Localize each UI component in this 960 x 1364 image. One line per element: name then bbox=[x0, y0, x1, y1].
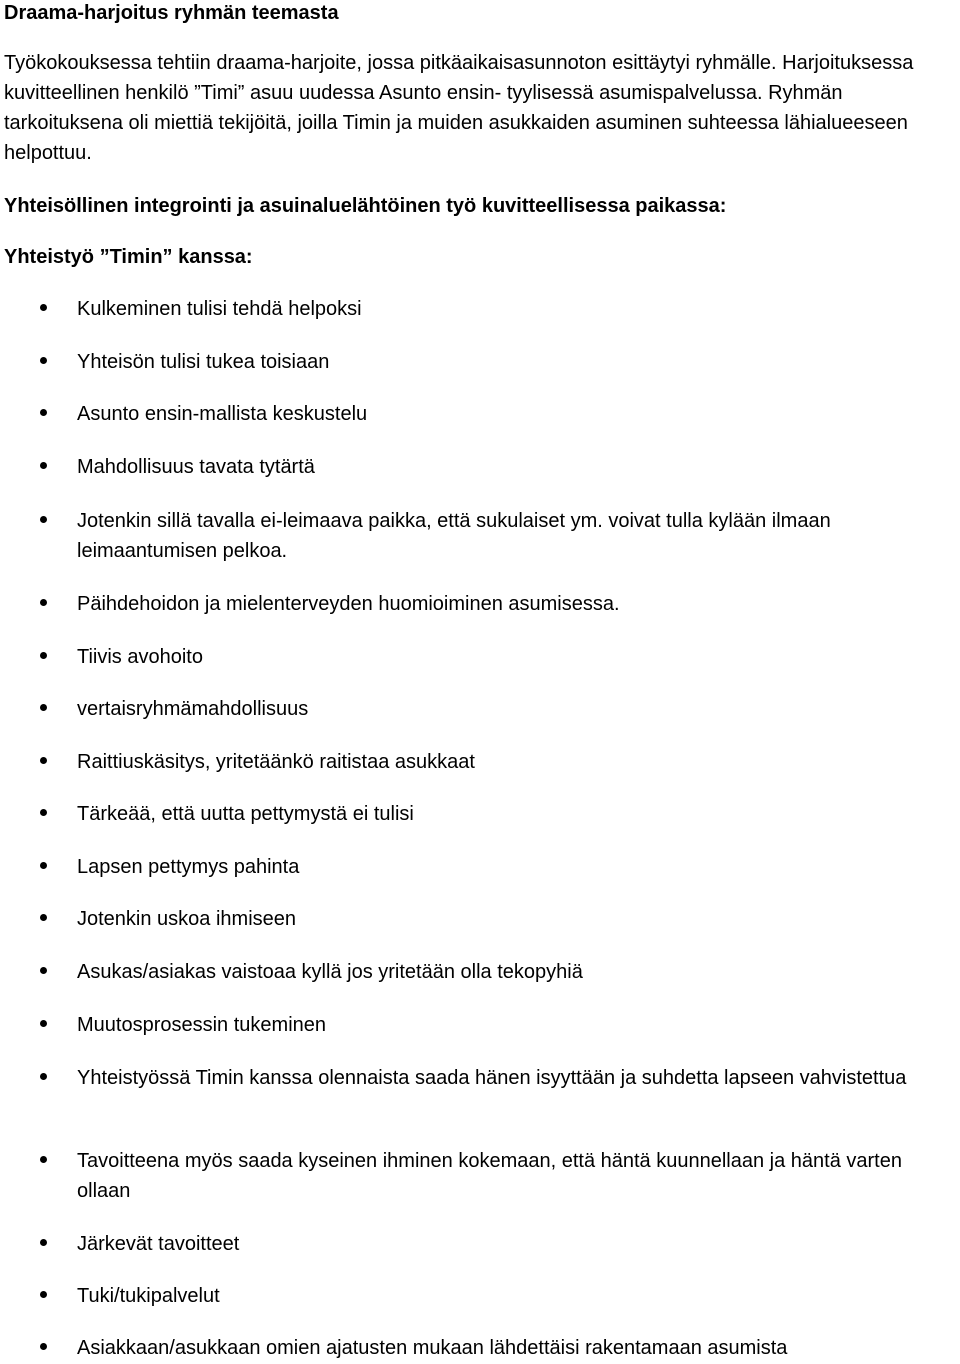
bullet-icon bbox=[40, 516, 47, 523]
bullet-icon bbox=[40, 1343, 47, 1350]
bullet-icon bbox=[40, 1156, 47, 1163]
bullet-icon bbox=[40, 304, 47, 311]
list-item-text: Raittiuskäsitys, yritetäänkö raitistaa asukkaat bbox=[77, 751, 475, 773]
list-item-text: Tuki/tukipalvelut bbox=[77, 1285, 220, 1307]
bullet-icon bbox=[40, 862, 47, 869]
bullet-icon bbox=[40, 462, 47, 469]
bullet-icon bbox=[40, 757, 47, 764]
bullet-icon bbox=[40, 599, 47, 606]
list-item-text: Tärkeää, että uutta pettymystä ei tulisi bbox=[77, 803, 414, 825]
bullet-icon bbox=[40, 409, 47, 416]
subheading: Yhteistyö ”Timin” kanssa: bbox=[4, 246, 253, 268]
list-item-text: Mahdollisuus tavata tytärtä bbox=[77, 456, 315, 478]
bullet-icon bbox=[40, 914, 47, 921]
list-item-text: Päihdehoidon ja mielenterveyden huomioiminen asumisessa. bbox=[77, 593, 620, 615]
intro-paragraph: Työkokouksessa tehtiin draama-harjoite, jossa pitkäaikaisasunnoton esittäytyi ryhmälle. Harjoituksessa kuvitteellinen henkilö ”Timi” asuu uudessa Asunto ensin- tyylisessä asumispalvelussa. Ryhmän tarkoituksena oli miettiä tekijöitä, joilla Timin ja muiden asukkaiden asuminen suhteessa lähialueeseen helpottuu. bbox=[4, 52, 914, 164]
list-item-text: Jotenkin uskoa ihmiseen bbox=[77, 908, 297, 930]
list-item-text: Tavoitteena myös saada kyseinen ihminen kokemaan, että häntä kuunnellaan ja häntä varten ollaan bbox=[77, 1150, 902, 1202]
list-item-text: Asukas/asiakas vaistoaa kyllä jos yritetään olla tekopyhiä bbox=[77, 961, 583, 983]
bullet-icon bbox=[40, 1291, 47, 1298]
list-item-text: Kulkeminen tulisi tehdä helpoksi bbox=[77, 298, 362, 320]
list-item-text: Lapsen pettymys pahinta bbox=[77, 856, 300, 878]
document-title: Draama-harjoitus ryhmän teemasta bbox=[4, 2, 339, 24]
bullet-icon bbox=[40, 357, 47, 364]
bullet-icon bbox=[40, 704, 47, 711]
list-item-text: vertaisryhmämahdollisuus bbox=[77, 698, 309, 720]
list-item-text: Jotenkin sillä tavalla ei-leimaava paikka, että sukulaiset ym. voivat tulla kylään ilmaan leimaantumisen pelkoa. bbox=[77, 510, 831, 562]
bullet-icon bbox=[40, 967, 47, 974]
bullet-icon bbox=[40, 809, 47, 816]
bullet-icon bbox=[40, 1020, 47, 1027]
list-item-text: Yhteisön tulisi tukea toisiaan bbox=[77, 351, 330, 373]
list-item-text: Asiakkaan/asukkaan omien ajatusten mukaan lähdettäisi rakentamaan asumista bbox=[77, 1337, 788, 1359]
list-item-text: Järkevät tavoitteet bbox=[77, 1233, 240, 1255]
bullet-icon bbox=[40, 1073, 47, 1080]
list-item-text: Muutosprosessin tukeminen bbox=[77, 1014, 327, 1036]
section-heading: Yhteisöllinen integrointi ja asuinaluelähtöinen työ kuvitteellisessa paikassa: bbox=[4, 195, 727, 217]
list-item-text: Asunto ensin-mallista keskustelu bbox=[77, 403, 368, 425]
bullet-icon bbox=[40, 1239, 47, 1246]
bullet-icon bbox=[40, 652, 47, 659]
list-item-text: Tiivis avohoito bbox=[77, 646, 203, 668]
list-item-text: Yhteistyössä Timin kanssa olennaista saada hänen isyyttään ja suhdetta lapseen vahvistettua bbox=[77, 1067, 907, 1089]
